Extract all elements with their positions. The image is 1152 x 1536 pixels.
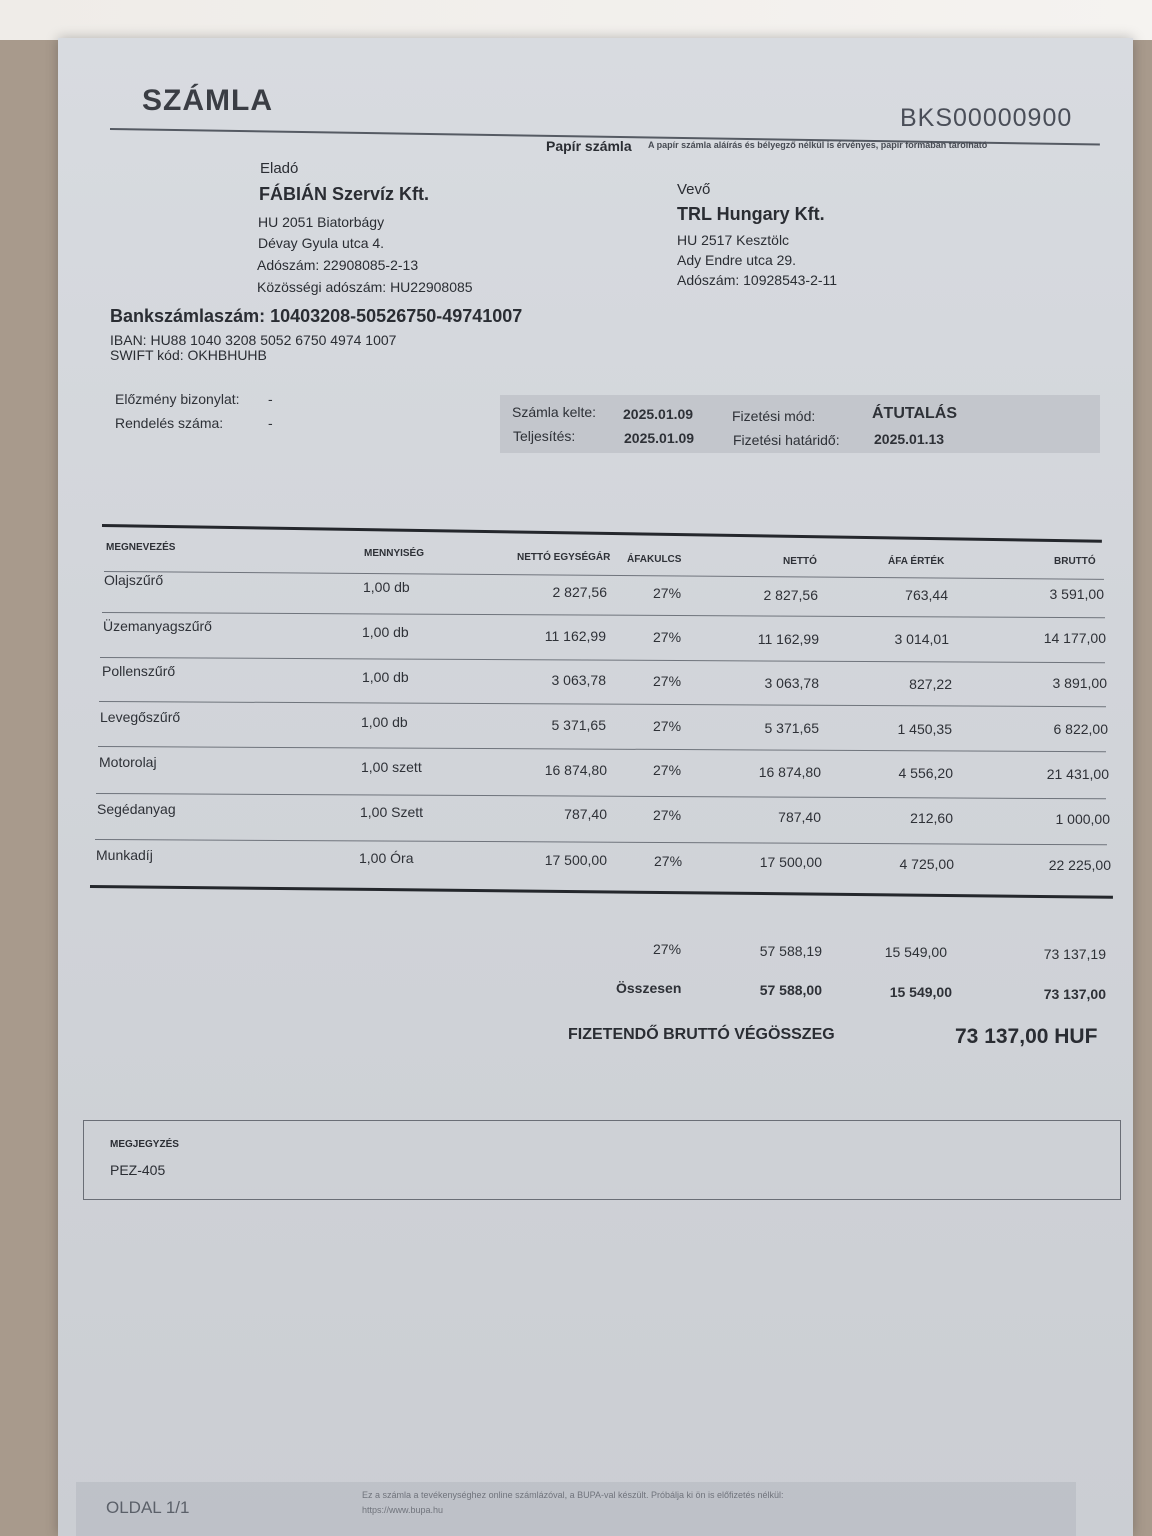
table-row-vat-rate: 27% (653, 762, 682, 778)
prev-doc-label: Előzmény bizonylat: (115, 391, 240, 407)
table-row-qty: 1,00 Szett (360, 804, 424, 820)
seller-tax-id: Adószám: 22908085-2-13 (257, 257, 419, 273)
table-row-name: Motorolaj (99, 754, 157, 770)
table-row-net: 3 063,78 (764, 675, 819, 691)
document-title: SZÁMLA (142, 84, 273, 117)
table-row-unit-price: 3 063,78 (551, 672, 606, 688)
table-row-qty: 1,00 szett (361, 759, 422, 775)
table-row-net: 2 827,56 (763, 587, 818, 603)
buyer-address-line2: Ady Endre utca 29. (677, 252, 797, 268)
table-row-gross: 1 000,00 (1055, 811, 1110, 827)
invoice-date: 2025.01.09 (623, 406, 694, 422)
invoice-paper (58, 38, 1133, 1536)
summary-vat-gross: 73 137,19 (1043, 946, 1106, 962)
table-row-net: 787,40 (778, 809, 821, 825)
bank-swift: SWIFT kód: OKHBHUHB (110, 347, 267, 363)
prev-doc-value: - (268, 391, 273, 407)
seller-name: FÁBIÁN Szervíz Kft. (259, 184, 430, 204)
payment-method-label: Fizetési mód: (732, 408, 816, 424)
table-row-unit-price: 11 162,99 (544, 628, 606, 644)
table-row-vat-amount: 763,44 (905, 587, 948, 603)
total-label: Összesen (616, 980, 682, 996)
buyer-label: Vevő (677, 181, 711, 198)
table-row-vat-amount: 212,60 (910, 810, 953, 826)
col-header-gross: BRUTTÓ (1054, 556, 1096, 567)
due-date: 2025.01.13 (874, 431, 945, 447)
bank-iban: IBAN: HU88 1040 3208 5052 6750 4974 1007 (110, 332, 397, 348)
invoice-number: BKS00000900 (900, 104, 1073, 132)
table-row-gross: 21 431,00 (1046, 766, 1109, 782)
table-row-qty: 1,00 db (363, 579, 410, 595)
buyer-address-line1: HU 2517 Kesztölc (677, 232, 790, 248)
table-row-name: Pollenszűrő (102, 663, 176, 679)
seller-address-line1: HU 2051 Biatorbágy (258, 214, 385, 230)
table-row-name: Segédanyag (97, 801, 176, 817)
table-row-name: Levegőszűrő (100, 709, 181, 725)
fulfillment-label: Teljesítés: (513, 428, 576, 444)
table-row-gross: 3 891,00 (1052, 675, 1107, 691)
table-row-unit-price: 16 874,80 (544, 762, 607, 778)
table-row-qty: 1,00 db (361, 714, 408, 730)
table-row-qty: 1,00 db (362, 669, 409, 685)
total-vat: 15 549,00 (889, 984, 952, 1000)
table-row-name: Munkadíj (96, 847, 153, 863)
col-header-name: MEGNEVEZÉS (106, 542, 176, 553)
table-row-vat-amount: 4 725,00 (899, 856, 954, 872)
notes-box (83, 1120, 1121, 1200)
table-row-gross: 14 177,00 (1043, 630, 1106, 646)
table-row-vat-amount: 3 014,01 (894, 631, 949, 647)
col-header-net: NETTÓ (783, 556, 817, 567)
total-net: 57 588,00 (759, 982, 822, 998)
table-row-unit-price: 17 500,00 (544, 852, 607, 868)
paper-invoice-label: Papír számla (546, 138, 632, 154)
table-row-net: 5 371,65 (764, 720, 819, 736)
table-row-vat-rate: 27% (653, 673, 682, 689)
table-row-name: Üzemanyagszűrő (103, 618, 212, 634)
col-header-unit-price: NETTÓ EGYSÉGÁR (517, 552, 611, 563)
paper-invoice-note: A papír számla aláírás és bélyegző nélkül is érvényes, papír formában tárolható (648, 140, 988, 150)
order-label: Rendelés száma: (115, 415, 224, 431)
notes-value: PEZ-405 (110, 1162, 166, 1178)
page-number: OLDAL 1/1 (106, 1498, 190, 1517)
table-row-gross: 6 822,00 (1053, 721, 1108, 737)
invoice-date-label: Számla kelte: (512, 404, 597, 420)
table-row-gross: 22 225,00 (1048, 857, 1111, 873)
notes-label: MEGJEGYZÉS (110, 1139, 179, 1150)
fulfillment-date: 2025.01.09 (624, 430, 695, 446)
col-header-vat-rate: ÁFAKULCS (627, 554, 682, 565)
seller-label: Eladó (260, 160, 299, 177)
table-row-qty: 1,00 db (362, 624, 409, 640)
table-row-unit-price: 5 371,65 (551, 717, 606, 733)
table-row-vat-rate: 27% (653, 629, 682, 645)
payable-value: 73 137,00 HUF (955, 1025, 1098, 1048)
col-header-qty: MENNYISÉG (364, 548, 425, 559)
seller-address-line2: Dévay Gyula utca 4. (258, 235, 385, 251)
background-surface (0, 0, 1152, 40)
col-header-vat-amount: ÁFA ÉRTÉK (888, 556, 945, 567)
table-row-name: Olajszűrő (104, 572, 164, 588)
table-row-vat-amount: 4 556,20 (898, 765, 953, 781)
footer-note: Ez a számla a tevékenységhez online számlázóval, a BUPA-val készült. Próbálja ki ön is előfizetés nélkül: https://www.bupa.hu (362, 1490, 784, 1515)
payable-label: FIZETENDŐ BRUTTÓ VÉGÖSSZEG (568, 1026, 835, 1043)
table-row-qty: 1,00 Óra (359, 850, 414, 866)
seller-eu-tax-id: Közösségi adószám: HU22908085 (257, 279, 473, 295)
table-row-net: 11 162,99 (757, 631, 819, 647)
table-row-net: 17 500,00 (759, 854, 822, 870)
table-row-vat-amount: 827,22 (909, 676, 952, 692)
table-row-vat-rate: 27% (653, 807, 682, 823)
summary-vat-net: 57 588,19 (759, 943, 822, 959)
buyer-tax-id: Adószám: 10928543-2-11 (677, 272, 838, 288)
table-row-gross: 3 591,00 (1049, 586, 1104, 602)
order-value: - (268, 415, 273, 431)
table-row-net: 16 874,80 (758, 764, 821, 780)
payment-method: ÁTUTALÁS (872, 405, 958, 422)
bank-account: Bankszámlaszám: 10403208-50526750-49741007 (110, 306, 523, 326)
table-row-vat-rate: 27% (653, 585, 682, 601)
total-gross: 73 137,00 (1043, 986, 1106, 1002)
table-row-unit-price: 2 827,56 (552, 584, 607, 600)
buyer-name: TRL Hungary Kft. (677, 204, 825, 224)
summary-vat-amount: 15 549,00 (884, 944, 947, 960)
summary-vat-rate: 27% (653, 941, 682, 957)
table-row-vat-rate: 27% (654, 853, 683, 869)
due-date-label: Fizetési határidő: (733, 432, 840, 448)
table-row-unit-price: 787,40 (564, 806, 607, 822)
table-row-vat-rate: 27% (653, 718, 682, 734)
table-row-vat-amount: 1 450,35 (897, 721, 952, 737)
